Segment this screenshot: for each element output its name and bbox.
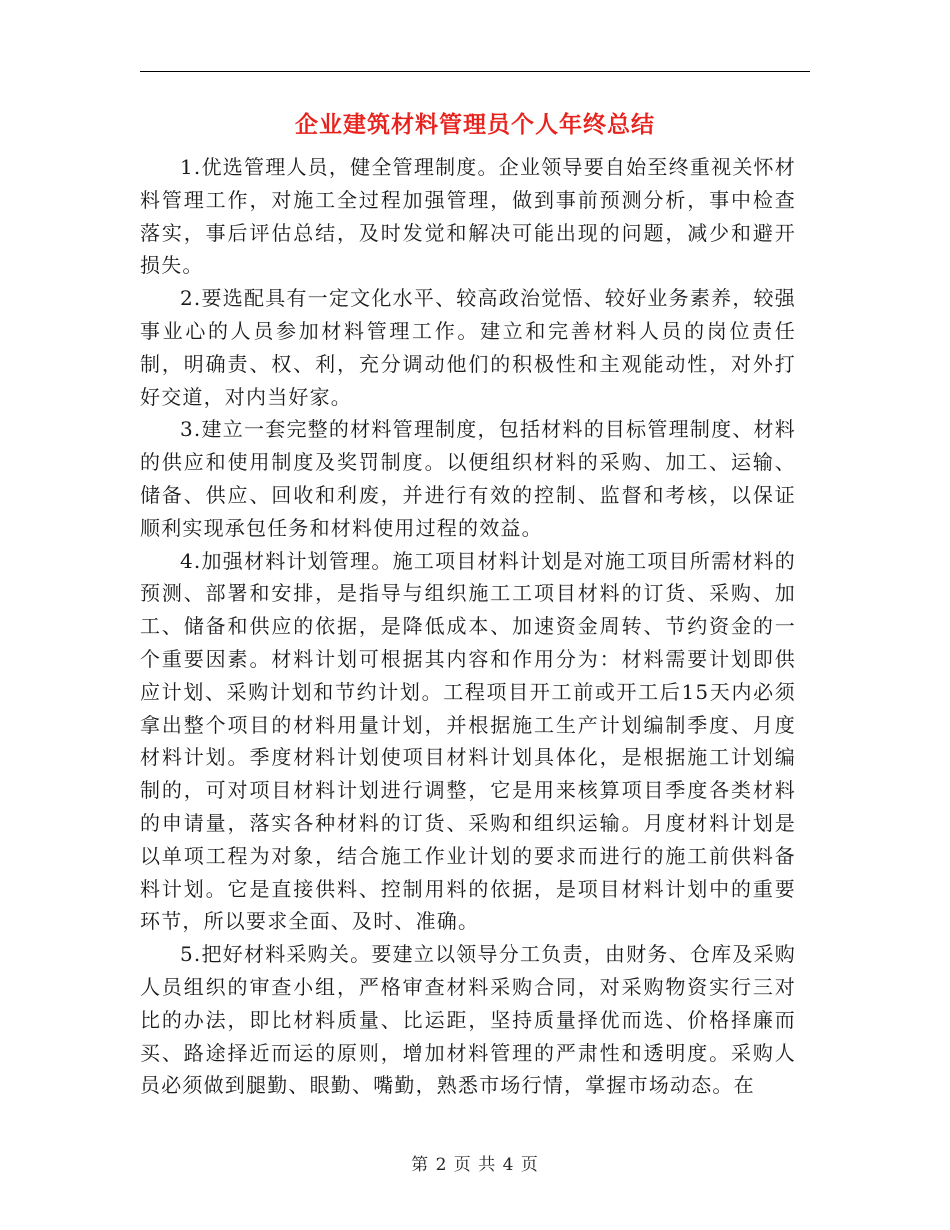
paragraph-2: 2.要选配具有一定文化水平、较高政治觉悟、较好业务素养，较强事业心的人员参加材料管理工作。建立和完善材料人员的岗位责任制，明确责、权、利，充分调动他们的积极性和主观能动性，对外打好交道，对内当好家。 bbox=[140, 286, 796, 409]
paragraph-5: 5.把好材料采购关。要建立以领导分工负责，由财务、仓库及采购人员组织的审查小组，严格审查材料采购合同，对采购物资实行三对比的办法，即比材料质量、比运距，坚持质量择优而选、价格择廉而买、路途择近而运的原则，增加材料管理的严肃性和透明度。采购人员必须做到腿勤、眼勤、嘴勤，熟悉市场行情，掌握市场动态。在 bbox=[140, 942, 796, 1098]
header-rule bbox=[140, 71, 810, 72]
paragraph-3: 3.建立一套完整的材料管理制度，包括材料的目标管理制度、材料的供应和使用制度及奖罚制度。以便组织材料的采购、加工、运输、储备、供应、回收和利废，并进行有效的控制、监督和考核，以保证顺利实现承包任务和材料使用过程的效益。 bbox=[140, 417, 796, 540]
document-title: 企业建筑材料管理员个人年终总结 bbox=[295, 111, 655, 138]
document-body bbox=[140, 151, 796, 1102]
page-number-footer: 第 2 页 共 4 页 bbox=[411, 1155, 539, 1175]
paragraph-4: 4.加强材料计划管理。施工项目材料计划是对施工项目所需材料的预测、部署和安排，是指导与组织施工工项目材料的订货、采购、加工、储备和供应的依据，是降低成本、加速资金周转、节约资金的一个重要因素。材料计划可根据其内容和作用分为：材料需要计划即供应计划、采购计划和节约计划。工程项目开工前或开工后15天内必须拿出整个项目的材料用量计划，并根据施工生产计划编制季度、月度材料计划。季度材料计划使项目材料计划具体化，是根据施工计划编制的，可对项目材料计划进行调整，它是用来核算项目季度各类材料的申请量，落实各种材料的订货、采购和组织运输。月度材料计划是以单项工程为对象，结合施工作业计划的要求而进行的施工前供料备料计划。它是直接供料、控制用料的依据，是项目材料计划中的重要环节，所以要求全面、及时、准确。 bbox=[140, 548, 796, 934]
paragraph-1: 1.优选管理人员，健全管理制度。企业领导要自始至终重视关怀材料管理工作，对施工全过程加强管理，做到事前预测分析，事中检查落实，事后评估总结，及时发觉和解决可能出现的问题，减少和避开损失。 bbox=[140, 155, 796, 278]
